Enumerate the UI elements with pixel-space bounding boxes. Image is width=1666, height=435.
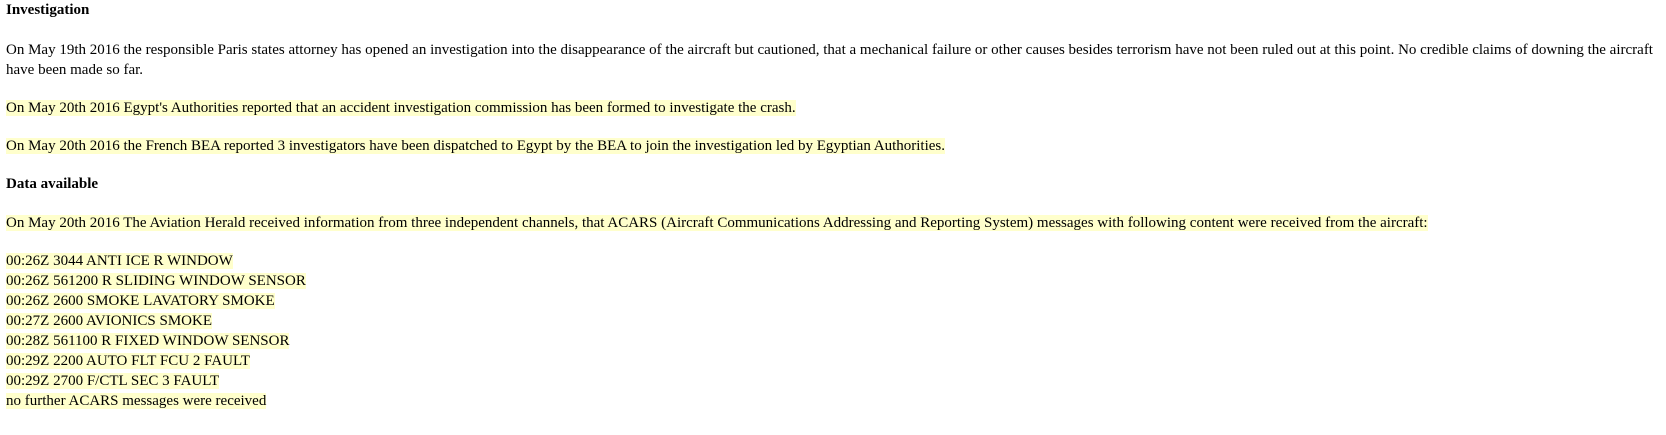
section-heading-data-available: Data available <box>6 176 99 192</box>
acars-message: 00:29Z 2700 F/CTL SEC 3 FAULT <box>6 373 220 389</box>
highlighted-text: On May 20th 2016 The Aviation Herald received information from three independent channels, that ACARS (Aircraft Communications Addressing and Reporting System) messages with following content were received from the aircraft: <box>6 215 1428 231</box>
acars-message: 00:27Z 2600 AVIONICS SMOKE <box>6 313 212 329</box>
list-item <box>6 291 1660 311</box>
article-body <box>6 0 1660 411</box>
investigation-paragraph-3 <box>6 136 1660 156</box>
investigation-paragraph-1: On May 19th 2016 the responsible Paris states attorney has opened an investigation into the disappearance of the aircraft but cautioned, that a mechanical failure or other causes besides terrorism have not been ruled out at this point. No credible claims of downing the aircraft have been made so far. <box>6 42 1653 78</box>
section-heading-investigation: Investigation <box>6 2 90 18</box>
highlighted-text: On May 20th 2016 Egypt's Authorities reported that an accident investigation commission has been formed to investigate the crash. <box>6 100 796 116</box>
acars-message-list <box>6 251 1660 411</box>
list-item <box>6 331 1660 351</box>
acars-message: 00:26Z 2600 SMOKE LAVATORY SMOKE <box>6 293 275 309</box>
acars-message: 00:26Z 3044 ANTI ICE R WINDOW <box>6 253 233 269</box>
list-item <box>6 371 1660 391</box>
investigation-paragraph-2 <box>6 98 1660 118</box>
acars-message: 00:29Z 2200 AUTO FLT FCU 2 FAULT <box>6 353 250 369</box>
list-item <box>6 391 1660 411</box>
data-available-intro <box>6 213 1660 233</box>
acars-message: 00:28Z 561100 R FIXED WINDOW SENSOR <box>6 333 290 349</box>
acars-message: 00:26Z 561200 R SLIDING WINDOW SENSOR <box>6 273 306 289</box>
list-item <box>6 311 1660 331</box>
list-item <box>6 251 1660 271</box>
highlighted-text: On May 20th 2016 the French BEA reported 3 investigators have been dispatched to Egypt by the BEA to join the investigation led by Egyptian Authorities. <box>6 138 946 154</box>
list-item <box>6 271 1660 291</box>
acars-message: no further ACARS messages were received <box>6 393 267 409</box>
list-item <box>6 351 1660 371</box>
